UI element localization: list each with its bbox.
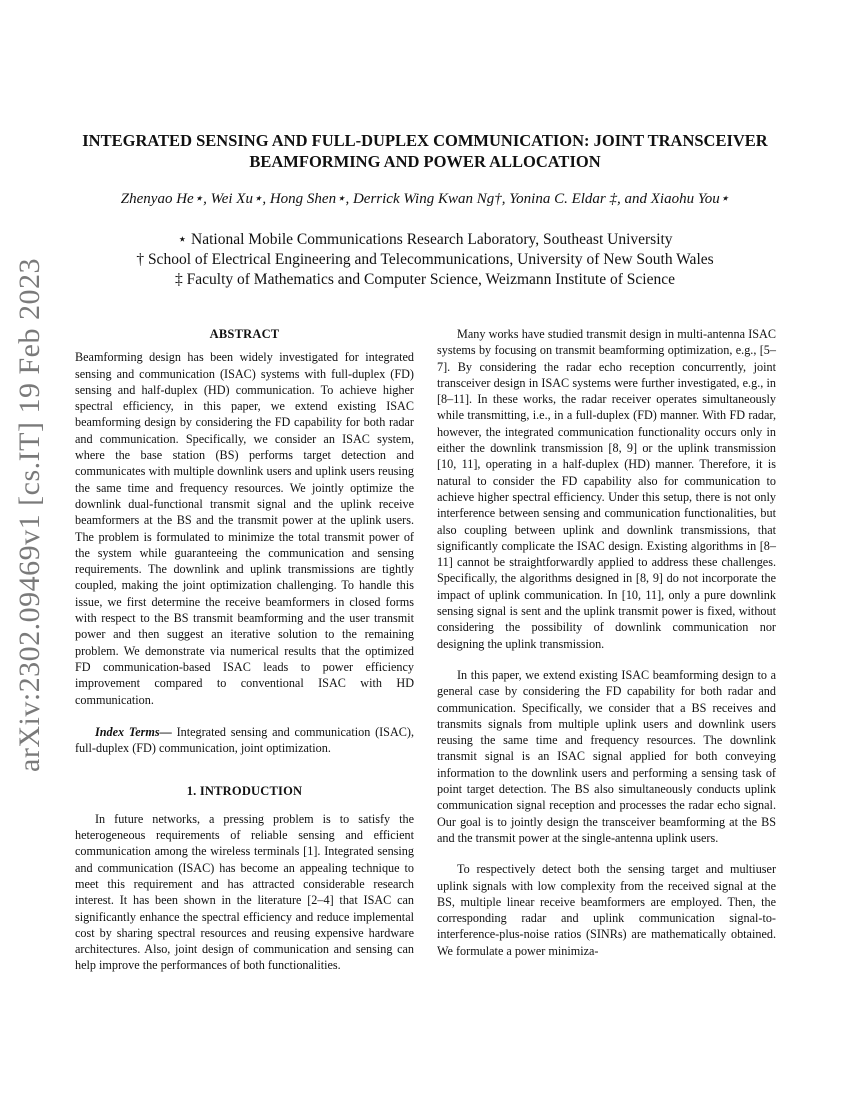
body-paragraph: To respectively detect both the sensing target and multiuser uplink signals with low complexity from the received signal at the BS, multiple linear receive beamformers are employed. Then, the corresponding radar and uplink communication signal-to-interference-plus-noise ratios (SINRs) are mathematically obtained. We formulate a power minimiza- xyxy=(437,862,776,958)
introduction-paragraph: In future networks, a pressing problem is to satisfy the heterogeneous requirements of reliable sensing and efficient communication among the wireless terminals [1]. Integrated sensing and communication (ISAC) has become an appealing technique to meet this requirement and has attracted considerable research interest. It has been shown in the literature [2–4] that ISAC can significantly enhance the spectral efficiency and reduce implemental cost by sharing spectral resources and reusing expensive hardware architectures. Also, joint design of communication and sensing can help improve the performances of both functionalities. xyxy=(75,811,414,973)
affiliation-list xyxy=(70,230,780,290)
abstract-heading: ABSTRACT xyxy=(209,327,280,341)
index-terms-label: Index Terms— xyxy=(95,724,172,739)
abstract-body: Beamforming design has been widely investigated for integrated sensing and communication (ISAC) systems with full-duplex (FD) sensing and half-duplex (HD) communication. To achieve higher spectral efficiency, in this paper, we extend existing ISAC beamforming design by considering the FD capability for both radar and communication. Specifically, we consider an ISAC system, where the base station (BS) performs target detection and communicates with multiple downlink users and uplink users reusing the same time and frequency resources. We jointly optimize the downlink dual-functional transmit signal and the uplink receive beamformers at the BS and the transmit power at the uplink users. The problem is formulated to minimize the total transmit power of the system while guaranteeing the communication and sensing requirements. The downlink and uplink transmissions are tightly coupled, making the joint optimization challenging. To handle this issue, we first determine the receive beamformers in closed forms with respect to the BS transmit beamforming and the user transmit power and then suggest an iterative solution to the remaining problem. We demonstrate via numerical results that the optimized FD communication-based ISAC leads to power efficiency improvement compared to conventional ISAC with HD communication. xyxy=(75,350,414,707)
right-column xyxy=(437,326,776,959)
introduction-heading: 1. INTRODUCTION xyxy=(186,784,303,799)
index-terms xyxy=(75,724,414,757)
body-paragraph: In this paper, we extend existing ISAC beamforming design to a general case by considering the FD capability for both radar and communication. Specifically, we consider that a BS receives and transmits signals from multiple uplink users and downlink users reusing the same time and frequency resources. The downlink transmit signal is an ISAC signal applied for both conveying information to the downlink users and performing a sensing task of point target detection. The BS also simultaneously conducts uplink communication signal reception and processes the radar echo signal. Our goal is to jointly design the transceiver beamforming at the BS and the transmit power at the single-antenna uplink users. xyxy=(437,667,776,845)
affiliation-item: † School of Electrical Engineering and Telecommunications, University of New South Wales xyxy=(136,251,714,268)
author-list: Zhenyao He⋆, Wei Xu⋆, Hong Shen⋆, Derrick Wing Kwan Ng†, Yonina C. Eldar ‡, and Xiaohu You⋆ xyxy=(120,191,730,207)
index-terms-text: Integrated sensing and communication (ISAC), full-duplex (FD) communication, joint optimization. xyxy=(75,724,414,756)
paper-title: INTEGRATED SENSING AND FULL-DUPLEX COMMUNICATION: JOINT TRANSCEIVER BEAMFORMING AND POWER ALLOCATION xyxy=(82,131,768,171)
arxiv-stamp xyxy=(0,0,60,1100)
affiliation-item: ‡ Faculty of Mathematics and Computer Science, Weizmann Institute of Science xyxy=(175,271,675,288)
left-column xyxy=(75,326,414,974)
body-paragraph: Many works have studied transmit design in multi-antenna ISAC systems by focusing on transmit beamforming optimization, e.g., [5–7]. By considering the radar echo reception concurrently, joint transceiver design in ISAC systems were further investigated, e.g., in [8–11]. In these works, the radar receiver operates simultaneously while transmitting, i.e., in a full-duplex (FD) manner. With FD radar, however, the integrated communication functionality occurs only in either the downlink transmission [8, 9] or the uplink transmission [10, 11], operating in a half-duplex (HD) manner. Therefore, it is natural to consider the FD capability also for communication to achieve higher spectral efficiency. Under this setup, there is not only interference between sensing and communication functionalities, but also coupling between uplink and downlink transmissions, that significantly complicate the ISAC design. Existing algorithms in [8–11] cannot be straightforwardly applied to address these challenges. Specifically, the algorithms designed in [8, 9] do not incorporate the impact of uplink communication. In [10, 11], only a pure downlink sensing signal is sent and the uplink transmit power is fixed, without considering the possibility of downlink communication nor designing the uplink transmission. xyxy=(437,327,776,651)
arxiv-stamp-text: arXiv:2302.09469v1 [cs.IT] 19 Feb 2023 xyxy=(13,258,46,772)
affiliation-item: ⋆ National Mobile Communications Research Laboratory, Southeast University xyxy=(177,231,673,248)
